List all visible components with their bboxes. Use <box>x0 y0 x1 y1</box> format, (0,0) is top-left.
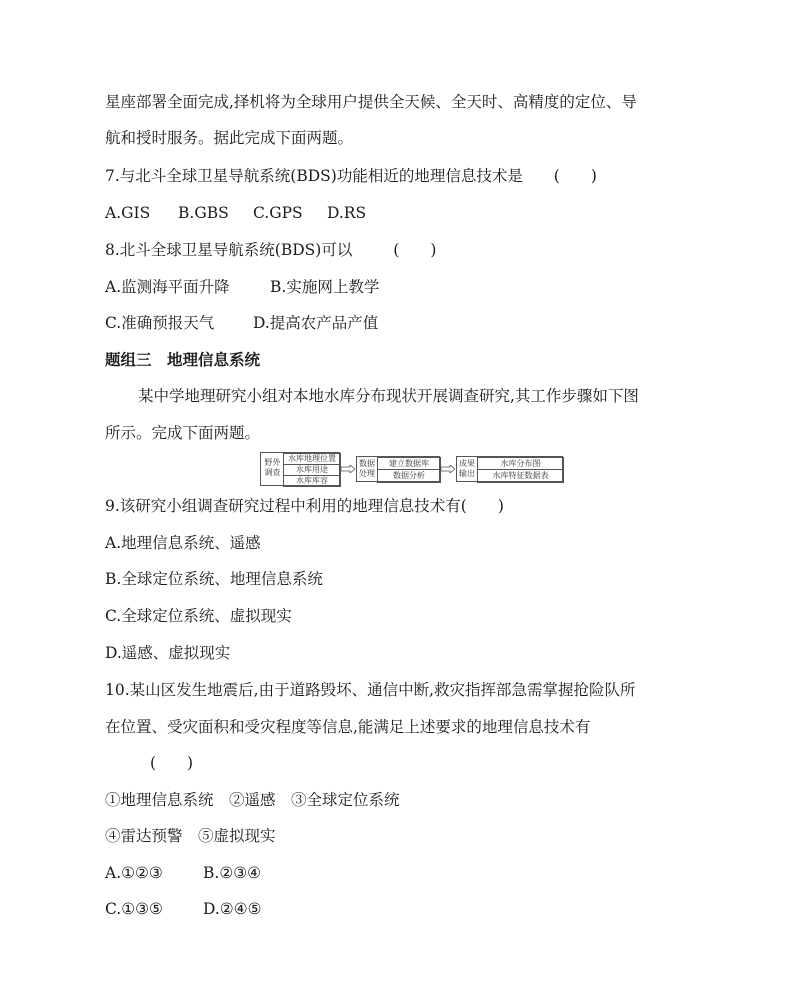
question-10-items-1: ①地理信息系统 ②遥感 ③全球定位系统 <box>105 791 400 809</box>
step-result-output-label: 成果 输出 <box>459 459 475 478</box>
option-7d: D.RS <box>327 204 367 222</box>
question-10-items-2: ④雷达预警 ⑤虚拟现实 <box>105 827 276 845</box>
output-item-table: 水库特征数据表 <box>477 469 564 483</box>
option-9a: A.地理信息系统、遥感 <box>105 534 261 552</box>
option-8c: C.准确预报天气 <box>105 314 215 332</box>
step-data-processing-label: 数据 处理 <box>359 459 375 478</box>
survey-item-usage: 水库用途 <box>283 464 341 476</box>
option-7a: A.GIS <box>105 204 151 222</box>
question-8-text: 8.北斗全球卫星导航系统(BDS)可以 <box>105 241 353 259</box>
option-7b: B.GBS <box>178 204 229 222</box>
arrow-right-icon <box>341 465 355 473</box>
option-9c: C.全球定位系统、虚拟现实 <box>105 607 292 625</box>
intro-line-2: 航和授时服务。据此完成下面两题。 <box>105 129 354 147</box>
survey-item-capacity: 水库库容 <box>283 475 341 487</box>
option-10a: A.①②③ <box>105 864 163 882</box>
step-field-survey-label: 野外 调查 <box>264 458 281 477</box>
intro-line-1: 星座部署全面完成,择机将为全球用户提供全天候、全天时、高精度的定位、导 <box>105 93 637 111</box>
group-3-intro-line-2: 所示。完成下面两题。 <box>105 424 261 442</box>
processing-item-database: 建立数据库 <box>377 457 441 470</box>
question-8-stem <box>105 240 436 260</box>
question-10-line-1: 10.某山区发生地震后,由于道路毁坏、通信中断,救灾指挥部急需掌握抢险队所 <box>105 681 636 699</box>
arrow-right-icon <box>441 465 455 473</box>
group-3-heading: 题组三 地理信息系统 <box>105 351 261 369</box>
option-8d: D.提高农产品产值 <box>253 314 379 332</box>
option-9b: B.全球定位系统、地理信息系统 <box>105 570 323 588</box>
question-8-blank: ( ) <box>393 241 437 259</box>
output-item-map: 水库分布图 <box>477 457 564 470</box>
question-7-options <box>105 203 366 223</box>
question-10-options-row-1 <box>105 863 261 883</box>
option-8a: A.监测海平面升降 <box>105 278 230 296</box>
workflow-diagram <box>260 452 563 486</box>
question-7-blank: ( ) <box>553 167 597 185</box>
option-10d: D.②④⑤ <box>203 900 262 918</box>
question-8-options-row-1 <box>105 277 379 297</box>
question-7-text: 7.与北斗全球卫星导航系统(BDS)功能相近的地理信息技术是 <box>105 167 523 185</box>
option-8b: B.实施网上教学 <box>270 278 380 296</box>
option-10b: B.②③④ <box>203 864 262 882</box>
question-9-stem: 9.该研究小组调查研究过程中利用的地理信息技术有( ) <box>105 497 504 515</box>
question-10-line-2: 在位置、受灾面积和受灾程度等信息,能满足上述要求的地理信息技术有 <box>105 718 591 736</box>
option-10c: C.①③⑤ <box>105 900 163 918</box>
processing-item-analysis: 数据分析 <box>377 469 441 483</box>
group-3-intro-line-1: 某中学地理研究小组对本地水库分布现状开展调查研究,其工作步骤如下图 <box>138 387 639 405</box>
step-data-processing <box>356 456 440 482</box>
option-9d: D.遥感、虚拟现实 <box>105 644 231 662</box>
survey-item-location: 水库地理位置 <box>283 453 341 465</box>
question-10-blank: ( ) <box>150 754 194 772</box>
step-result-output <box>456 456 563 482</box>
question-8-options-row-2 <box>105 313 378 333</box>
option-7c: C.GPS <box>253 204 303 222</box>
step-field-survey <box>260 452 340 486</box>
question-7-stem <box>105 166 597 186</box>
question-10-options-row-2 <box>105 899 262 919</box>
